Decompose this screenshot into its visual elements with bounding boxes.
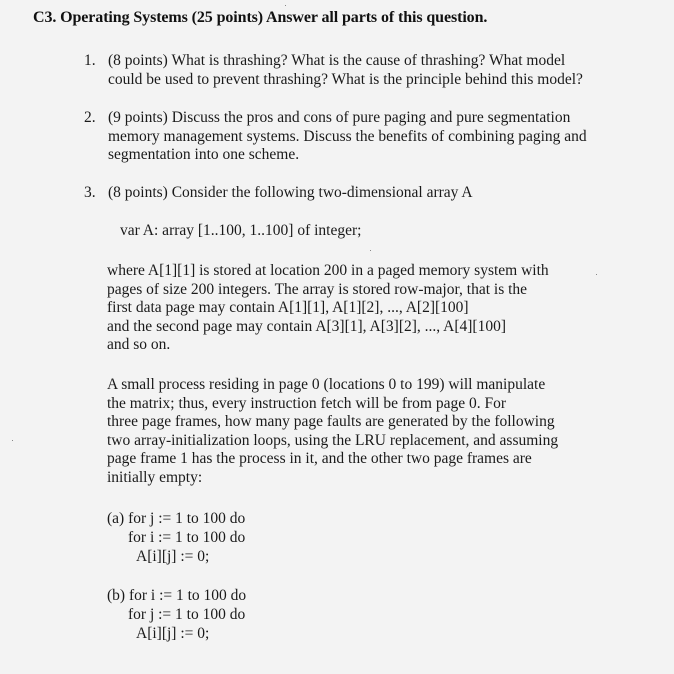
storage-description <box>107 262 549 355</box>
question-text <box>108 109 587 165</box>
text-line: memory management systems. Discuss the benefits of combining paging and <box>108 127 587 145</box>
scan-speck <box>596 274 597 275</box>
process-description <box>107 376 558 487</box>
text-line: page frame 1 has the process in it, and the other two page frames are <box>107 450 532 467</box>
question-number: 1. <box>84 52 96 69</box>
text-line: two array-initialization loops, using the LRU replacement, and assuming <box>107 431 559 449</box>
text-line: first data page may contain A[1][1], A[1][2], ..., A[2][100] <box>107 299 469 316</box>
text-line: pages of size 200 integers. The array is stored row-major, that is the <box>107 280 528 298</box>
code-line: (a) for j := 1 to 100 do <box>107 510 246 527</box>
text-line: three page frames, how many page faults are generated by the following <box>107 413 555 430</box>
code-line: for j := 1 to 100 do <box>128 606 246 623</box>
loop-a <box>107 509 245 566</box>
text-line: could be used to prevent thrashing? What is the principle behind this model? <box>108 70 583 88</box>
code-line: A[i][j] := 0; <box>136 625 210 642</box>
question-number: 2. <box>84 109 96 126</box>
text-line: segmentation into one scheme. <box>108 146 300 163</box>
code-line: for i := 1 to 100 do <box>128 529 246 546</box>
question-text <box>108 184 473 203</box>
text-line: and so on. <box>107 336 171 353</box>
text-line: A small process residing in page 0 (locations 0 to 199) will manipulate <box>107 376 546 393</box>
question-text <box>108 52 583 89</box>
scan-speck <box>285 5 286 6</box>
text-line: initially empty: <box>107 468 203 486</box>
text-line: the matrix; thus, every instruction fetch will be from page 0. For <box>107 394 507 412</box>
code-line: (b) for i := 1 to 100 do <box>107 587 247 604</box>
text-line: (8 points) Consider the following two-dimensional array A <box>108 184 473 201</box>
scan-speck <box>12 440 13 441</box>
text-line: and the second page may contain A[3][1], A[3][2], ..., A[4][100] <box>107 317 507 335</box>
text-line: (8 points) What is thrashing? What is the cause of thrashing? What model <box>108 52 566 69</box>
question-number: 3. <box>84 184 96 201</box>
text-line: (9 points) Discuss the pros and cons of pure paging and pure segmentation <box>108 109 571 126</box>
loop-b <box>107 586 246 643</box>
section-title: C3. Operating Systems (25 points) Answer all parts of this question. <box>33 9 488 26</box>
array-declaration: var A: array [1..100, 1..100] of integer; <box>120 222 362 239</box>
scan-speck <box>370 250 371 251</box>
text-line: where A[1][1] is stored at location 200 in a paged memory system with <box>107 262 549 279</box>
code-line: A[i][j] := 0; <box>136 548 210 565</box>
